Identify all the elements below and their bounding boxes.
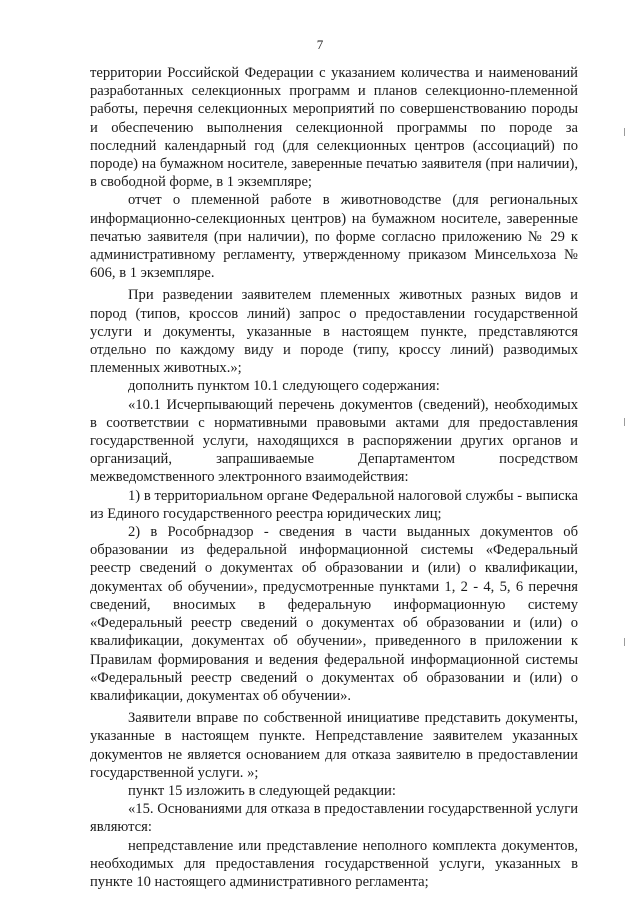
paragraph-multiple-breeds: При разведении заявителем племенных животных разных видов и пород (типов, кроссов линий) запрос о предоставлении государственной услуги и документы, указанные в настоящем пункте, представляются отдельно по каждому виду и породе (типу, кроссу линий) разводимых племенных животных.»; <box>90 287 578 377</box>
paragraph-10-1-intro: «10.1 Исчерпывающий перечень документов (сведений), необходимых в соответствии с нормативными правовыми актами для предоставления государственной услуги, находящихся в распоряжении других органов и организаций, запрашиваемые Департаментом посредством межведомственного электронного взаимодействия: <box>90 396 578 486</box>
scan-mark-right-1 <box>624 128 625 136</box>
paragraph-amend-15: пункт 15 изложить в следующей редакции: <box>128 782 396 799</box>
paragraph-applicants-right: Заявители вправе по собственной инициативе представить документы, указанные в настоящем пункте. Непредставление заявителем указанных документов не является основанием для отказа заявителю в предоставлении государственной услуги. »; <box>90 710 578 781</box>
paragraph-item-2: 2) в Рособрнадзор - сведения в части выданных документов об образовании из федеральной информационной системы «Федеральный реестр сведений о документах об образовании и (или) о квалификации, документах об обучении», предусмотренные пунктами 1, 2 - 4, 5, 6 перечня сведений, вносимых в федеральную информационную систему «Федеральный реестр сведений о документах об образовании и (или) о квалификации, документах об обучении», приведенного в приложении к Правилам формирования и ведения федеральной информационной системы «Федеральный реестр сведений о документах об образовании и (или) о квалификации, документах об обучении». <box>90 524 578 704</box>
document-body <box>90 64 578 891</box>
paragraph-item-1: 1) в территориальном органе Федеральной налоговой службы - выписка из Единого государственного реестра юридических лиц; <box>90 487 578 522</box>
scan-mark-right-2 <box>624 418 625 426</box>
paragraph-add-10-1: дополнить пунктом 10.1 следующего содержания: <box>128 378 440 395</box>
scan-mark-right-3 <box>624 638 625 646</box>
page-number: 7 <box>316 37 324 52</box>
paragraph-registry-details: территории Российской Федерации с указанием количества и наименований разработанных селекционных программ и планов селекционно-племенной работы, перечня селекционных мероприятий по совершенствованию породы и обеспечению выполнения селекционной программы по породе за последний календарный год (для селекционных центров (ассоциаций) по породе) на бумажном носителе, заверенные печатью заявителя (при наличии), в свободной форме, в 1 экземпляре; <box>90 65 578 191</box>
paragraph-breeding-report: отчет о племенной работе в животноводстве (для региональных информационно-селекционных центров) на бумажном носителе, заверенные печатью заявителя (при наличии), по форме согласно приложению № 29 к административному регламенту, утвержденному приказом Минсельхоза № 606, в 1 экземпляре. <box>90 192 578 282</box>
paragraph-15-ground-1: непредставление или представление неполного комплекта документов, необходимых для предоставления государственной услуги, указанных в пункте 10 настоящего административного регламента; <box>90 837 578 890</box>
paragraph-15-intro: «15. Основаниями для отказа в предоставлении государственной услуги являются: <box>90 801 578 836</box>
